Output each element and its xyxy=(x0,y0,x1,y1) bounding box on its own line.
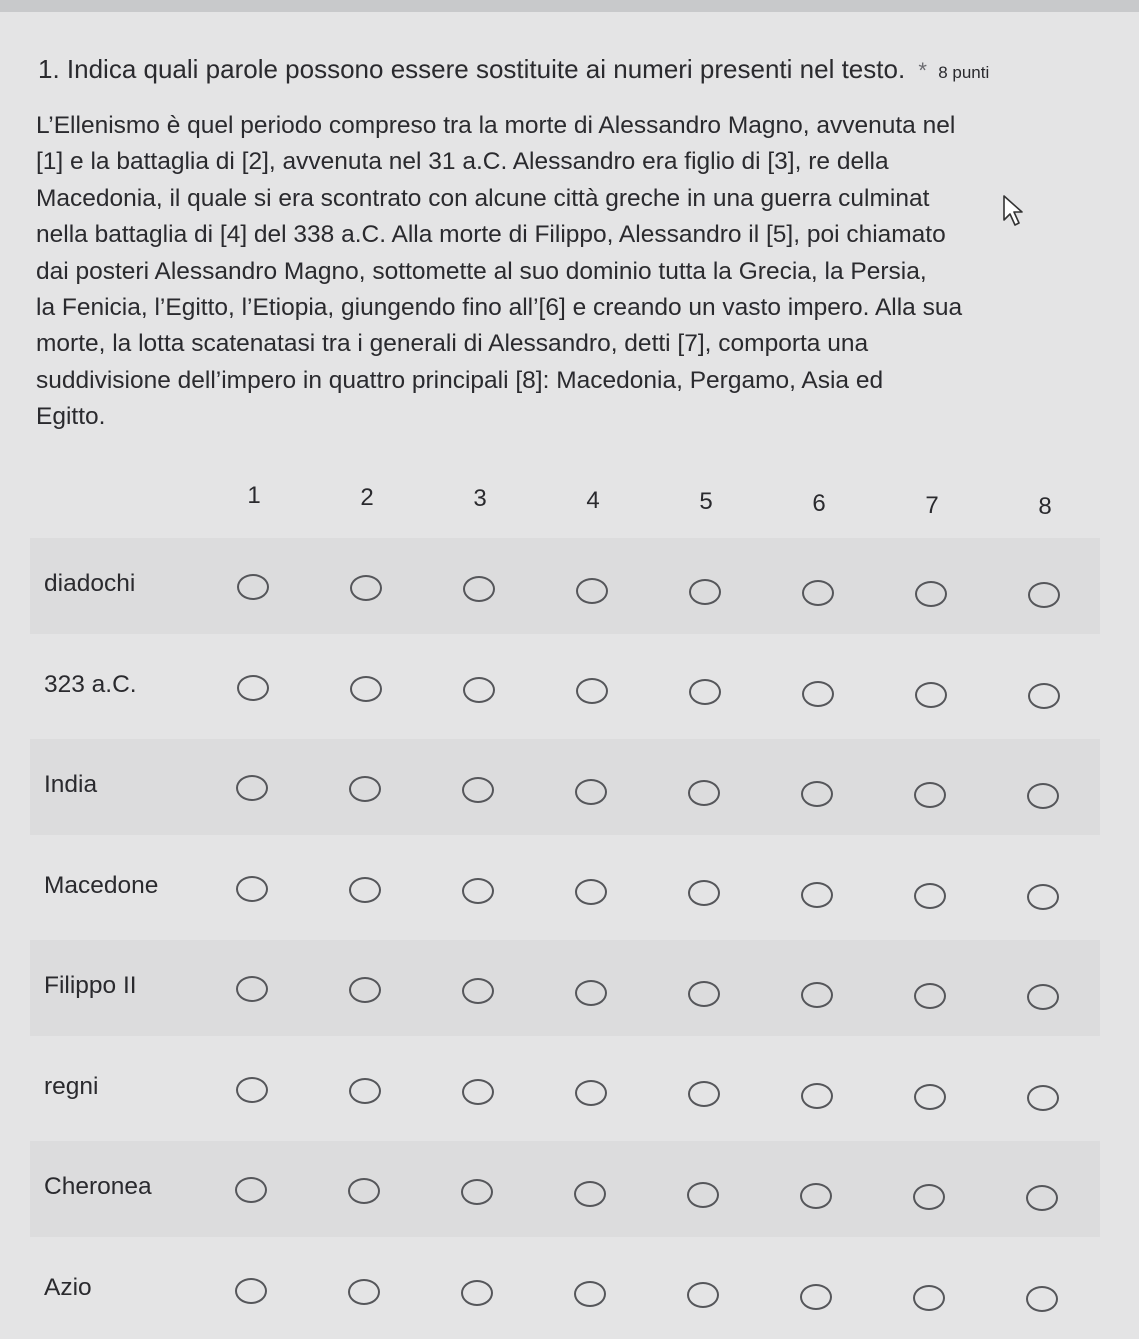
radio-india-8[interactable] xyxy=(1027,783,1059,809)
passage-line: morte, la lotta scatenatasi tra i generali di Alessandro, detti [7], comporta una xyxy=(36,330,869,358)
row-label: diadochi xyxy=(44,570,136,597)
radio-filippo-ii-7[interactable] xyxy=(914,983,946,1009)
row-label: Filippo II xyxy=(44,972,137,999)
radio-macedone-3[interactable] xyxy=(462,878,494,904)
radio-diadochi-4[interactable] xyxy=(576,578,608,604)
question-header xyxy=(38,52,1128,90)
radio-regni-2[interactable] xyxy=(349,1078,381,1104)
radio-azio-4[interactable] xyxy=(574,1281,606,1307)
grid-row-5 xyxy=(30,1041,1100,1137)
radio-regni-7[interactable] xyxy=(914,1084,946,1110)
radio-filippo-ii-2[interactable] xyxy=(349,977,381,1003)
radio-filippo-ii-5[interactable] xyxy=(688,981,720,1007)
passage-line: L’Ellenismo è quel periodo compreso tra la morte di Alessandro Magno, avvenuta nel xyxy=(36,112,956,139)
radio-regni-1[interactable] xyxy=(236,1077,268,1103)
column-header-5: 5 xyxy=(699,488,713,516)
radio-diadochi-6[interactable] xyxy=(802,580,834,606)
grid-row-7 xyxy=(30,1242,1100,1338)
radio-macedone-4[interactable] xyxy=(575,879,607,905)
radio-cheronea-8[interactable] xyxy=(1026,1185,1058,1211)
top-bar xyxy=(0,0,1139,12)
radio-india-3[interactable] xyxy=(462,777,494,803)
radio-cheronea-2[interactable] xyxy=(348,1178,380,1204)
grid-row-3 xyxy=(30,840,1100,936)
radio-diadochi-7[interactable] xyxy=(915,581,947,607)
passage-line: suddivisione dell’impero in quattro principali [8]: Macedonia, Pergamo, Asia ed xyxy=(36,366,884,394)
radio-india-4[interactable] xyxy=(575,779,607,805)
radio-india-7[interactable] xyxy=(914,782,946,808)
radio-macedone-2[interactable] xyxy=(349,877,381,903)
radio-macedone-1[interactable] xyxy=(236,876,268,902)
radio-regni-3[interactable] xyxy=(462,1079,494,1105)
column-header-6: 6 xyxy=(812,490,826,517)
passage-text xyxy=(36,108,1046,436)
radio-cheronea-3[interactable] xyxy=(461,1179,493,1205)
radio-filippo-ii-4[interactable] xyxy=(575,980,607,1006)
column-header-2: 2 xyxy=(360,483,374,511)
radio-323-a-c--2[interactable] xyxy=(350,676,382,702)
radio-diadochi-5[interactable] xyxy=(689,579,721,605)
grid-row-4 xyxy=(30,940,1100,1036)
radio-diadochi-2[interactable] xyxy=(350,575,382,601)
radio-diadochi-3[interactable] xyxy=(463,576,495,602)
radio-323-a-c--1[interactable] xyxy=(237,675,269,701)
grid-row-2 xyxy=(30,739,1100,835)
radio-azio-2[interactable] xyxy=(348,1279,380,1305)
radio-macedone-8[interactable] xyxy=(1027,884,1059,910)
radio-filippo-ii-3[interactable] xyxy=(462,978,494,1004)
passage-line: la Fenicia, l’Egitto, l’Etiopia, giungendo fino all’[6] e creando un vasto impero. Alla sua xyxy=(36,294,963,322)
required-asterisk: * xyxy=(918,58,927,83)
radio-azio-8[interactable] xyxy=(1026,1286,1058,1312)
column-header-4: 4 xyxy=(586,486,600,514)
grid-row-1 xyxy=(30,639,1100,735)
radio-323-a-c--6[interactable] xyxy=(802,681,834,707)
row-label: 323 a.C. xyxy=(44,670,137,698)
row-label: India xyxy=(44,771,98,798)
radio-filippo-ii-8[interactable] xyxy=(1027,984,1059,1010)
passage-line: Macedonia, il quale si era scontrato con alcune città greche in una guerra culminat xyxy=(36,184,930,212)
radio-regni-4[interactable] xyxy=(575,1080,607,1106)
grid-row-0 xyxy=(30,538,1100,634)
mouse-pointer-icon xyxy=(1002,194,1032,228)
radio-cheronea-1[interactable] xyxy=(235,1177,267,1203)
radio-macedone-5[interactable] xyxy=(688,880,720,906)
radio-323-a-c--8[interactable] xyxy=(1028,683,1060,709)
question-points: 8 punti xyxy=(938,63,990,82)
radio-azio-6[interactable] xyxy=(800,1284,832,1310)
radio-cheronea-6[interactable] xyxy=(800,1183,832,1209)
column-header-8: 8 xyxy=(1038,493,1052,521)
column-header-1: 1 xyxy=(247,482,261,509)
radio-diadochi-8[interactable] xyxy=(1028,582,1060,608)
radio-323-a-c--3[interactable] xyxy=(463,677,495,703)
radio-diadochi-1[interactable] xyxy=(237,574,269,600)
radio-india-5[interactable] xyxy=(688,780,720,806)
radio-india-6[interactable] xyxy=(801,781,833,807)
row-label: regni xyxy=(44,1072,99,1100)
radio-azio-1[interactable] xyxy=(235,1278,267,1304)
radio-cheronea-4[interactable] xyxy=(574,1181,606,1207)
radio-filippo-ii-6[interactable] xyxy=(801,982,833,1008)
passage-line: dai posteri Alessandro Magno, sottomette al suo dominio tutta la Grecia, la Persia, xyxy=(36,257,927,285)
row-label: Azio xyxy=(44,1273,92,1301)
radio-macedone-7[interactable] xyxy=(914,883,946,909)
grid-row-6 xyxy=(30,1141,1100,1237)
radio-azio-3[interactable] xyxy=(461,1280,493,1306)
radio-323-a-c--7[interactable] xyxy=(915,682,947,708)
radio-cheronea-7[interactable] xyxy=(913,1184,945,1210)
radio-regni-5[interactable] xyxy=(688,1081,720,1107)
radio-macedone-6[interactable] xyxy=(801,882,833,908)
column-header-3: 3 xyxy=(473,485,487,513)
radio-323-a-c--5[interactable] xyxy=(689,679,721,705)
radio-cheronea-5[interactable] xyxy=(687,1182,719,1208)
row-label: Macedone xyxy=(44,871,159,899)
column-header-7: 7 xyxy=(925,491,939,519)
radio-regni-8[interactable] xyxy=(1027,1085,1059,1111)
row-label: Cheronea xyxy=(44,1173,152,1200)
passage-line: [1] e la battaglia di [2], avvenuta nel 31 a.C. Alessandro era figlio di [3], re della xyxy=(36,148,889,176)
radio-filippo-ii-1[interactable] xyxy=(236,976,268,1002)
radio-india-2[interactable] xyxy=(349,776,381,802)
radio-323-a-c--4[interactable] xyxy=(576,678,608,704)
radio-azio-7[interactable] xyxy=(913,1285,945,1311)
radio-regni-6[interactable] xyxy=(801,1083,833,1109)
radio-azio-5[interactable] xyxy=(687,1282,719,1308)
question-title: 1. Indica quali parole possono essere sostituite ai numeri presenti nel testo. xyxy=(38,54,906,84)
passage-line: Egitto. xyxy=(36,403,106,431)
radio-india-1[interactable] xyxy=(236,775,268,801)
passage-line: nella battaglia di [4] del 338 a.C. Alla morte di Filippo, Alessandro il [5], poi chiamato xyxy=(36,221,946,249)
